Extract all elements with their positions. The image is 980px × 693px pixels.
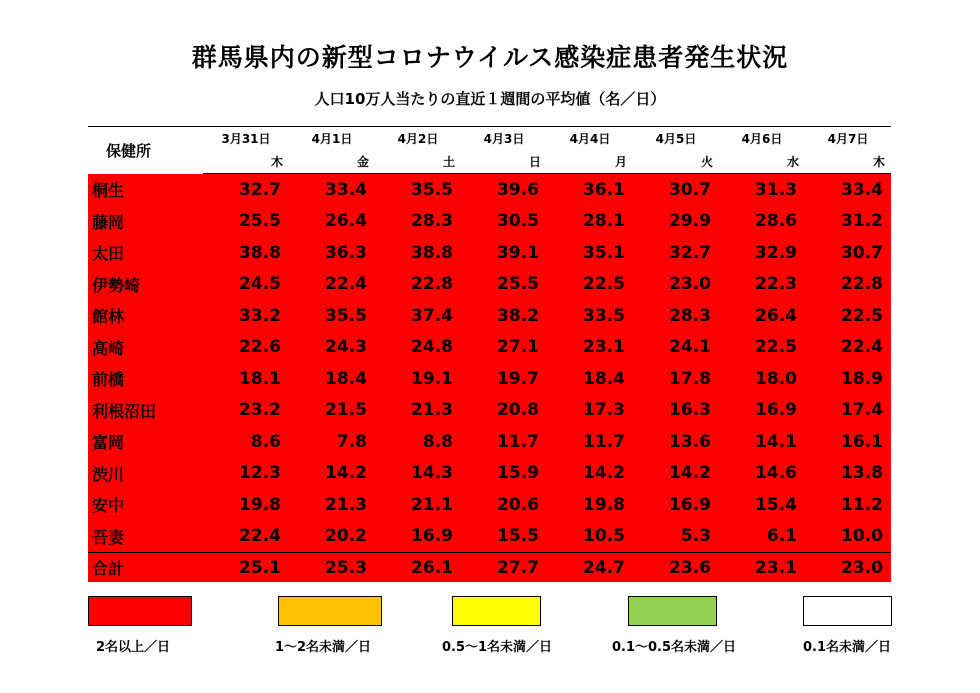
table-row <box>88 521 891 553</box>
rate-cell: 33.4 <box>805 174 891 206</box>
rate-cell: 22.5 <box>805 300 891 332</box>
rate-cell: 20.6 <box>461 489 547 521</box>
rate-cell: 23.0 <box>633 269 719 301</box>
rate-cell: 15.9 <box>461 458 547 490</box>
legend-label: 0.5～1名未満／日 <box>441 640 553 655</box>
rate-cell: 23.2 <box>203 395 289 427</box>
table-row <box>88 395 891 427</box>
rate-cell: 26.4 <box>719 300 805 332</box>
rate-cell: 23.1 <box>547 332 633 364</box>
weekday-header: 日 <box>461 149 547 174</box>
rate-cell: 39.6 <box>461 174 547 206</box>
legend-swatch <box>278 596 382 626</box>
rate-cell: 19.7 <box>461 363 547 395</box>
table-row <box>88 363 891 395</box>
rate-cell: 17.8 <box>633 363 719 395</box>
weekday-header-row <box>88 149 891 174</box>
rate-cell: 27.1 <box>461 332 547 364</box>
rate-cell: 13.6 <box>633 426 719 458</box>
legend-swatch <box>88 596 192 626</box>
rate-cell: 32.9 <box>719 237 805 269</box>
health-center-name: 太田 <box>88 237 203 269</box>
rate-cell: 12.3 <box>203 458 289 490</box>
rate-cell: 31.2 <box>805 206 891 238</box>
rate-cell: 22.4 <box>289 269 375 301</box>
health-center-name: 富岡 <box>88 426 203 458</box>
rate-cell: 21.3 <box>289 489 375 521</box>
rate-cell: 16.3 <box>633 395 719 427</box>
rate-cell: 19.8 <box>203 489 289 521</box>
rate-cell: 26.4 <box>289 206 375 238</box>
weekday-header: 木 <box>203 149 289 174</box>
rate-cell: 21.5 <box>289 395 375 427</box>
table-row <box>88 300 891 332</box>
date-header: 4月7日 <box>805 127 891 150</box>
rate-cell: 16.9 <box>633 489 719 521</box>
page-title: 群馬県内の新型コロナウイルス感染症患者発生状況 <box>191 43 789 72</box>
legend-label: 0.1名未満／日 <box>802 640 892 655</box>
rate-cell: 33.4 <box>289 174 375 206</box>
health-center-name: 館林 <box>88 300 203 332</box>
rate-cell: 22.8 <box>375 269 461 301</box>
rate-cell: 24.8 <box>375 332 461 364</box>
rate-cell: 14.2 <box>547 458 633 490</box>
table-row <box>88 174 891 206</box>
rate-cell: 27.7 <box>461 553 547 583</box>
rate-cell: 36.3 <box>289 237 375 269</box>
rate-cell: 22.3 <box>719 269 805 301</box>
rate-cell: 22.5 <box>719 332 805 364</box>
table-body <box>88 174 891 583</box>
rate-cell: 28.6 <box>719 206 805 238</box>
rate-cell: 18.4 <box>547 363 633 395</box>
rate-cell: 20.8 <box>461 395 547 427</box>
rate-cell: 30.7 <box>805 237 891 269</box>
legend-swatch <box>452 596 541 626</box>
rate-cell: 24.1 <box>633 332 719 364</box>
rate-cell: 22.8 <box>805 269 891 301</box>
rate-cell: 14.1 <box>719 426 805 458</box>
total-row <box>88 553 891 583</box>
legend-label: 1～2名未満／日 <box>274 640 372 655</box>
rate-cell: 17.4 <box>805 395 891 427</box>
rate-cell: 16.9 <box>719 395 805 427</box>
rate-cell: 14.3 <box>375 458 461 490</box>
rate-cell: 25.5 <box>461 269 547 301</box>
page-subtitle: 人口10万人当たりの直近１週間の平均値（名／日） <box>314 90 666 108</box>
rate-cell: 18.1 <box>203 363 289 395</box>
rate-cell: 25.5 <box>203 206 289 238</box>
rate-cell: 36.1 <box>547 174 633 206</box>
rate-cell: 17.3 <box>547 395 633 427</box>
rate-cell: 35.5 <box>375 174 461 206</box>
rate-cell: 35.1 <box>547 237 633 269</box>
date-header: 4月2日 <box>375 127 461 150</box>
rate-cell: 14.2 <box>633 458 719 490</box>
rate-cell: 22.6 <box>203 332 289 364</box>
rate-cell: 13.8 <box>805 458 891 490</box>
rate-cell: 28.1 <box>547 206 633 238</box>
health-center-name: 安中 <box>88 489 203 521</box>
rate-cell: 5.3 <box>633 521 719 553</box>
rate-cell: 25.3 <box>289 553 375 583</box>
rate-cell: 22.4 <box>203 521 289 553</box>
rate-cell: 33.5 <box>547 300 633 332</box>
rate-cell: 22.4 <box>805 332 891 364</box>
rate-cell: 7.8 <box>289 426 375 458</box>
rate-cell: 38.8 <box>375 237 461 269</box>
weekday-header: 水 <box>719 149 805 174</box>
rate-cell: 28.3 <box>633 300 719 332</box>
rate-cell: 24.5 <box>203 269 289 301</box>
health-center-name: 利根沼田 <box>88 395 203 427</box>
legend-swatch <box>803 596 892 626</box>
health-center-name: 藤岡 <box>88 206 203 238</box>
table-row <box>88 237 891 269</box>
rate-cell: 21.3 <box>375 395 461 427</box>
date-header: 3月31日 <box>203 127 289 150</box>
rate-cell: 19.8 <box>547 489 633 521</box>
date-header: 4月3日 <box>461 127 547 150</box>
rate-cell: 23.1 <box>719 553 805 583</box>
rate-cell: 37.4 <box>375 300 461 332</box>
rate-cell: 33.2 <box>203 300 289 332</box>
rate-cell: 14.2 <box>289 458 375 490</box>
rate-cell: 14.6 <box>719 458 805 490</box>
rate-cell: 22.5 <box>547 269 633 301</box>
rate-cell: 31.3 <box>719 174 805 206</box>
health-center-name: 合計 <box>88 553 203 583</box>
rate-cell: 15.5 <box>461 521 547 553</box>
rate-cell: 6.1 <box>719 521 805 553</box>
weekday-header: 金 <box>289 149 375 174</box>
health-center-name: 吾妻 <box>88 521 203 553</box>
rate-cell: 35.5 <box>289 300 375 332</box>
legend-swatch <box>628 596 717 626</box>
rate-cell: 39.1 <box>461 237 547 269</box>
rate-cell: 38.2 <box>461 300 547 332</box>
rate-cell: 16.1 <box>805 426 891 458</box>
rate-cell: 19.1 <box>375 363 461 395</box>
rate-cell: 18.0 <box>719 363 805 395</box>
health-center-name: 高崎 <box>88 332 203 364</box>
weekday-header: 火 <box>633 149 719 174</box>
rate-cell: 8.6 <box>203 426 289 458</box>
rate-cell: 21.1 <box>375 489 461 521</box>
date-header: 4月4日 <box>547 127 633 150</box>
weekday-header: 月 <box>547 149 633 174</box>
rate-cell: 18.9 <box>805 363 891 395</box>
rate-cell: 38.8 <box>203 237 289 269</box>
rate-cell: 18.4 <box>289 363 375 395</box>
date-header: 4月1日 <box>289 127 375 150</box>
rate-cell: 25.1 <box>203 553 289 583</box>
health-center-name: 桐生 <box>88 174 203 206</box>
rate-cell: 32.7 <box>633 237 719 269</box>
health-center-name: 渋川 <box>88 458 203 490</box>
rate-cell: 8.8 <box>375 426 461 458</box>
rate-cell: 11.7 <box>461 426 547 458</box>
table-row <box>88 206 891 238</box>
rate-cell: 30.5 <box>461 206 547 238</box>
rate-cell: 20.2 <box>289 521 375 553</box>
rate-cell: 24.3 <box>289 332 375 364</box>
table-row <box>88 458 891 490</box>
incidence-table <box>88 126 891 582</box>
rate-cell: 28.3 <box>375 206 461 238</box>
date-header: 4月6日 <box>719 127 805 150</box>
date-header: 4月5日 <box>633 127 719 150</box>
rate-cell: 10.5 <box>547 521 633 553</box>
table-row <box>88 426 891 458</box>
rate-cell: 30.7 <box>633 174 719 206</box>
rate-cell: 23.0 <box>805 553 891 583</box>
date-header-row <box>88 127 891 150</box>
rate-cell: 26.1 <box>375 553 461 583</box>
rate-cell: 15.4 <box>719 489 805 521</box>
health-center-name: 伊勢崎 <box>88 269 203 301</box>
rate-cell: 29.9 <box>633 206 719 238</box>
rate-cell: 16.9 <box>375 521 461 553</box>
rate-cell: 10.0 <box>805 521 891 553</box>
weekday-header: 土 <box>375 149 461 174</box>
legend-label: 0.1～0.5名未満／日 <box>611 640 737 655</box>
legend-label: 2名以上／日 <box>95 640 171 655</box>
health-center-name: 前橋 <box>88 363 203 395</box>
weekday-header: 木 <box>805 149 891 174</box>
rate-cell: 11.2 <box>805 489 891 521</box>
table-row <box>88 489 891 521</box>
rate-cell: 32.7 <box>203 174 289 206</box>
rate-cell: 23.6 <box>633 553 719 583</box>
rate-cell: 24.7 <box>547 553 633 583</box>
health-center-header: 保健所 <box>88 127 203 174</box>
table-row <box>88 269 891 301</box>
table-row <box>88 332 891 364</box>
rate-cell: 11.7 <box>547 426 633 458</box>
